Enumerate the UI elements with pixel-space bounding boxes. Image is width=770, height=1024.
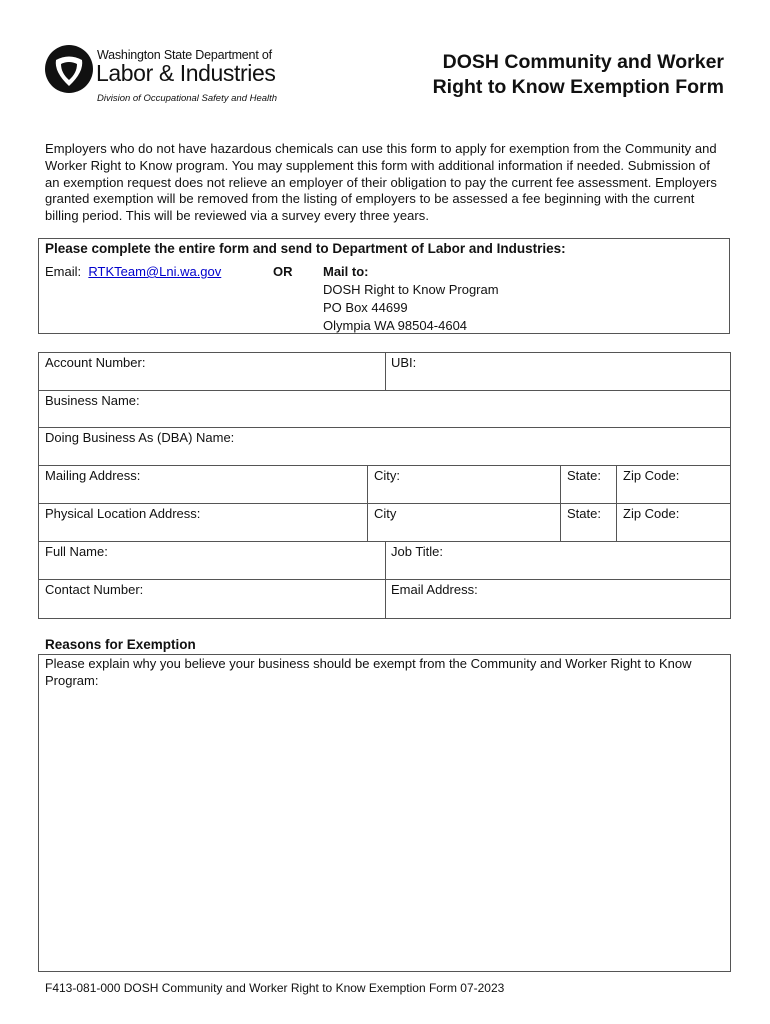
grid-col-divider — [367, 465, 368, 541]
reasons-prompt: Please explain why you believe your business should be exempt from the Community and Worker Right to Know Program: — [45, 656, 692, 688]
contact-number-field[interactable]: Contact Number: — [45, 582, 144, 597]
account-number-field[interactable]: Account Number: — [45, 355, 146, 370]
email-address-field[interactable]: Email Address: — [391, 582, 478, 597]
form-title — [344, 50, 724, 100]
grid-row-divider — [38, 390, 731, 391]
form-footer: F413-081-000 DOSH Community and Worker Right to Know Exemption Form 07-2023 — [45, 981, 505, 995]
mail-line-1: DOSH Right to Know Program — [323, 282, 499, 297]
physical-city-field[interactable]: City — [374, 506, 397, 521]
physical-address-field[interactable]: Physical Location Address: — [45, 506, 201, 521]
job-title-field[interactable]: Job Title: — [391, 544, 444, 559]
grid-col-divider — [385, 541, 386, 619]
full-name-field[interactable]: Full Name: — [45, 544, 108, 559]
grid-col-divider — [616, 465, 617, 541]
mailing-address-field[interactable]: Mailing Address: — [45, 468, 141, 483]
reasons-heading: Reasons for Exemption — [45, 637, 196, 652]
physical-state-field[interactable]: State: — [567, 506, 601, 521]
grid-row-divider — [38, 465, 731, 466]
lni-logo-mark — [44, 44, 94, 94]
business-name-field[interactable]: Business Name: — [45, 393, 140, 408]
mailing-zip-field[interactable]: Zip Code: — [623, 468, 680, 483]
physical-zip-field[interactable]: Zip Code: — [623, 506, 680, 521]
email-link[interactable]: RTKTeam@Lni.wa.gov — [88, 264, 222, 279]
logo-org-name: Labor & Industries — [96, 60, 276, 86]
email-label — [45, 264, 221, 279]
mailing-city-field[interactable]: City: — [374, 468, 400, 483]
form-title-line2: Right to Know Exemption Form — [432, 76, 724, 98]
or-label: OR — [273, 264, 293, 279]
grid-row-divider — [38, 503, 731, 504]
mail-line-3: Olympia WA 98504-4604 — [323, 318, 468, 333]
email-label-text: Email: — [45, 264, 82, 279]
dba-name-field[interactable]: Doing Business As (DBA) Name: — [45, 430, 235, 445]
logo-division: Division of Occupational Safety and Health — [97, 93, 278, 104]
mail-to-label: Mail to: — [323, 264, 369, 279]
reasons-textarea[interactable] — [38, 654, 731, 972]
grid-col-divider — [385, 352, 386, 390]
form-title-line1: DOSH Community and Worker — [442, 51, 724, 73]
grid-col-divider — [560, 465, 561, 541]
mailing-state-field[interactable]: State: — [567, 468, 601, 483]
grid-row-divider — [38, 427, 731, 428]
logo-org-line1: Washington State Department of — [97, 48, 272, 62]
ubi-field[interactable]: UBI: — [391, 355, 417, 370]
instructions-heading: Please complete the entire form and send to Department of Labor and Industries: — [45, 241, 566, 256]
mail-line-2: PO Box 44699 — [323, 300, 408, 315]
intro-paragraph: Employers who do not have hazardous chemicals can use this form to apply for exemption from the Community and Worker Right to Know program. You may supplement this form with additional information if needed. Submission of an exemption request does not relieve an employer of their obligation to pay the current fee assessment. Employers granted exemption will be removed from the listing of employers to be assessed a fee beginning with the current billing period. This will be reviewed via a survey every three years. — [45, 141, 717, 224]
